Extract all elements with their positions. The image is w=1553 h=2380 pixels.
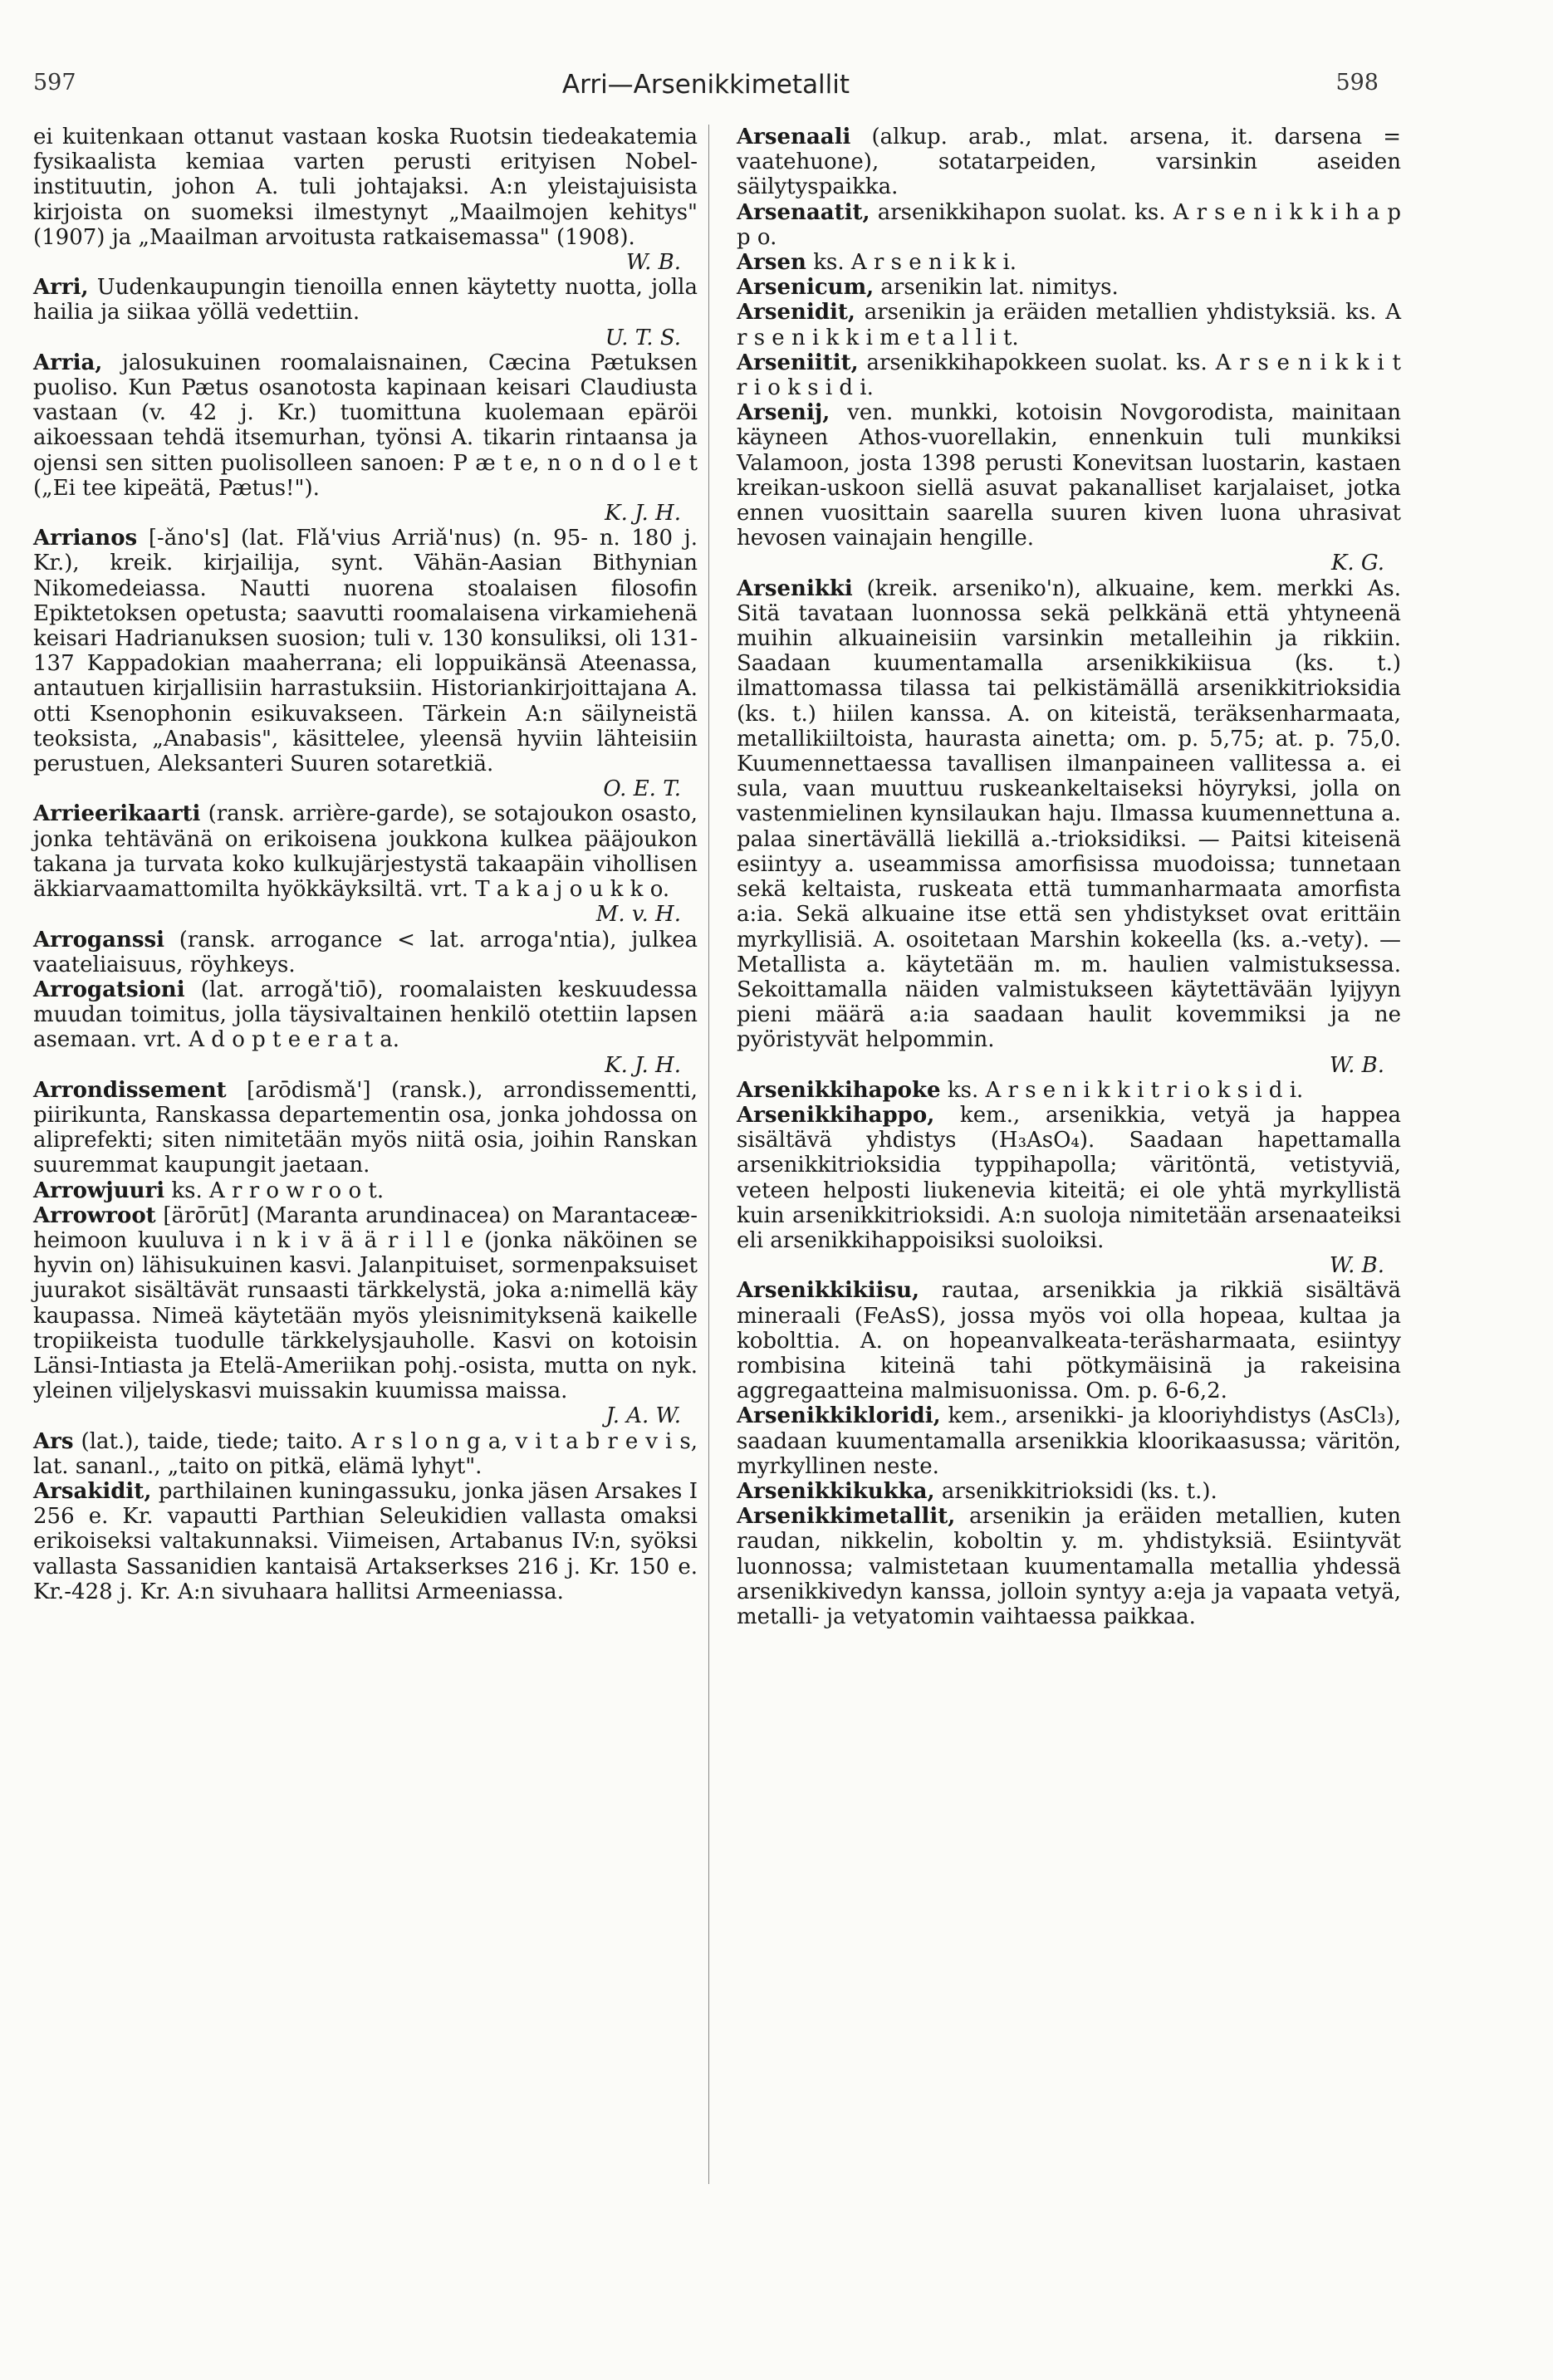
- entry-headword: Arsenaali: [737, 125, 851, 149]
- entry-headword: Ars: [33, 1428, 74, 1454]
- left-column: [33, 125, 698, 1604]
- dictionary-entry: [737, 125, 1401, 200]
- entry-text: (kreik. arseniko'n), alkuaine, kem. merkki As. Sitä tavataan luonnossa sekä pelkkänä että yhtyneenä muihin alkuaineisiin varsinkin metalleihin ja rikkiin. Saadaan kuumentamalla arsenikkikiisua (ks. t.) ilmattomassa tilassa tai pelkistämällä arsenikkitrioksidia (ks. t.) hiilen kanssa. A. on kiteistä, teräksenharmaata, metallikiiltoista, haurasta ainetta; om. p. 5,75; at. p. 75,0. Kuumennettaessa tavallisen ilmanpaineen vallitessa a. ei sula, vaan muuttuu ruskeankeltaiseksi höyryksi, jolla on vastenmielinen kynsilaukan haju. Ilmassa kuumennettuna a. palaa sinertävällä liekillä a.-trioksidiksi. — Paitsi kiteisenä esiintyy a. useammissa amorfisissa muodoissa; tunnetaan sekä keltaista, ruskeata että tummanharmaata amorfista a:ia. Sekä alkuaine itse että sen yhdistykset ovat erittäin myrkyllisiä. A. osoitetaan Marshin kokeella (ks. a.-vety). — Metallista a. käytetään m. m. haulien valmistuksessa. Sekoittamalla näiden valmistukseen käytettävään lyijyyn pieni määrä a:ia saadaan haulit kovemmiksi ja ne pyöristyvät helpommin.: [737, 575, 1401, 1053]
- author-signature: K. J. H.: [605, 1052, 681, 1078]
- dictionary-entry: [33, 928, 698, 977]
- entry-headword: Arsenikkihappo,: [737, 1102, 935, 1128]
- author-signature: J. A. W.: [605, 1403, 681, 1429]
- entry-text: arsenikin ja eräiden metallien yhdistyksiä. ks. A r s e n i k k i m e t a l l i t.: [737, 300, 1401, 350]
- entry-headword: Arsenaatit,: [737, 199, 870, 225]
- dictionary-entry: [33, 526, 698, 801]
- right-column: [737, 125, 1401, 1629]
- entry-headword: Arsenicum,: [737, 275, 874, 301]
- entry-text: [-ǎno's] (lat. Flǎ'vius Arriǎ'nus) (n. 95- n. 180 j. Kr.), kreik. kirjailija, synt. Vähän-Aasian Bithynian Nikomedeiassa. Nautti nuorena stoalaisen filosofin Epiktetoksen opetusta; saavutti roomalaisena virkamiehenä keisari Hadrianuksen suosion; tuli v. 130 konsuliksi, oli 131-137 Kappadokian maaherrana; eli loppuikänsä Ateenassa, antautuen kirjallisiin harrastuksiin. Historiankirjoittajana A. otti Ksenophonin esikuvakseen. Tärkein A:n säilyneistä teoksista, „Anabasis", käsittelee, yleensä hyviin lähteisiin perustuen, Aleksanteri Suuren sotaretkiä.: [33, 526, 698, 777]
- author-signature: W. B.: [1329, 1052, 1384, 1078]
- entry-text: parthilainen kuningassuku, jonka jäsen Arsakes I 256 e. Kr. vapautti Parthian Seleukidien vallasta omaksi erikoiseksi valtakunnaksi. Viimeisen, Artabanus IV:n, syöksi vallasta Sassanidien kantaisä Artakserkses 216 j. Kr. 150 e. Kr.-428 j. Kr. A:n sivuhaara hallitsi Armeeniassa.: [33, 1478, 698, 1604]
- entry-headword: Arrowjuuri: [33, 1178, 165, 1203]
- entry-text: Uudenkaupungin tienoilla ennen käytetty nuotta, jolla hailia ja siikaa yöllä vedettiin.: [33, 275, 698, 326]
- entry-headword: Arsenikkikukka,: [737, 1478, 935, 1504]
- entry-text: [arōdismǎ'] (ransk.), arrondissementti, piirikunta, Ranskassa departementin osa, jonka johdossa on aliprefekti; siten nimitetään myös niitä osia, joihin Ranskan suuremmat kaupungit jaetaan.: [33, 1077, 698, 1178]
- entry-headword: Arrogatsioni: [33, 977, 185, 1002]
- dictionary-entry: [737, 576, 1401, 1078]
- entry-text: ks. A r r o w r o o t.: [164, 1178, 385, 1203]
- dictionary-entry: [33, 1203, 698, 1429]
- entry-headword: Arsenikkihapoke: [737, 1077, 941, 1103]
- entry-headword: Arroganssi: [33, 927, 164, 952]
- entry-headword: Arrieerikaarti: [33, 801, 201, 827]
- dictionary-entry: [737, 1103, 1401, 1278]
- dictionary-entry: [737, 1403, 1401, 1479]
- page-number-left: 597: [33, 70, 76, 95]
- entry-headword: Arseniitit,: [737, 350, 859, 375]
- author-signature: K. G.: [1330, 551, 1384, 576]
- entry-headword: Arrowroot: [33, 1202, 156, 1228]
- dictionary-entry: [33, 1078, 698, 1178]
- page-number-right: 598: [1335, 70, 1379, 95]
- dictionary-entry: [737, 1278, 1401, 1403]
- author-signature: W. B.: [625, 250, 681, 276]
- entry-text: ks. A r s e n i k k i t r i o k s i d i.: [940, 1077, 1304, 1103]
- author-signature: K. J. H.: [605, 501, 681, 526]
- dictionary-entry: [33, 125, 698, 275]
- dictionary-entry: [737, 250, 1401, 275]
- entry-headword: Arrondissement: [33, 1077, 227, 1103]
- entry-text: arsenikkihapokkeen suolat. ks. A r s e n i k k i t r i o k s i d i.: [737, 350, 1401, 401]
- dictionary-entry: [33, 1178, 698, 1203]
- running-title: Arri—Arsenikkimetallit: [561, 70, 850, 100]
- entry-text: rautaa, arsenikkia ja rikkiä sisältävä mineraali (FeAsS), jossa myös voi olla hopeaa, kultaa ja kobolttia. A. on hopeanvalkeata-teräsharmaata, esiintyy rombisina kiteinä tahi pötkymäisinä ja rakeisina aggregaatteina malmisuonissa. Om. p. 6-6,2.: [737, 1278, 1401, 1404]
- page-header: [33, 70, 1379, 111]
- dictionary-entry: [737, 400, 1401, 575]
- dictionary-entry: [737, 1078, 1401, 1103]
- dictionary-entry: [737, 1504, 1401, 1629]
- entry-headword: Arsenikkikloridi,: [737, 1403, 941, 1429]
- author-signature: O. E. T.: [603, 776, 681, 802]
- entry-text: ven. munkki, kotoisin Novgorodista, mainitaan käyneen Athos-vuorellakin, ennenkuin tuli munkiksi Valamoon, josta 1398 perusti Konevitsan luostarin, kastaen kreikan-uskoon siellä asuvat pakanalliset karjalaiset, jotka ennen vuosittain saarella suuren kiven luona uhrasivat hevosen vainajain hengille.: [737, 400, 1401, 551]
- dictionary-entry: [737, 350, 1401, 400]
- dictionary-entry: [737, 1479, 1401, 1504]
- entry-headword: Arsenikki: [737, 575, 853, 601]
- author-signature: W. B.: [1329, 1253, 1384, 1279]
- dictionary-entry: [737, 300, 1401, 350]
- author-signature: U. T. S.: [605, 325, 681, 350]
- entry-text: arsenikin lat. nimitys.: [874, 275, 1119, 301]
- dictionary-entry: [33, 1479, 698, 1604]
- entry-headword: Arsakidit,: [33, 1478, 152, 1504]
- entry-text: (ransk. arrogance < lat. arroga'ntia), julkea vaateliaisuus, röyhkeys.: [33, 927, 698, 977]
- dictionary-entry: [33, 275, 698, 350]
- entry-headword: Arsenidit,: [737, 300, 855, 326]
- entry-text: kem., arsenikkia, vetyä ja happea sisältävä yhdistys (H₃AsO₄). Saadaan hapettamalla arsenikkitrioksidia typpihapolla; väritöntä, vetistyviä, veteen helposti liukenevia kiteitä; ei ole yhtä myrkyllistä kuin arsenikkitrioksidi. A:n suoloja nimitetään arsenaateiksi eli arsenikkihappoisiksi suoloiksi.: [737, 1102, 1401, 1253]
- entry-headword: Arsenij,: [737, 400, 830, 426]
- entry-headword: Arria,: [33, 350, 103, 375]
- entry-text: arsenikkitrioksidi (ks. t.).: [934, 1478, 1217, 1504]
- entry-headword: Arsen: [737, 250, 806, 276]
- entry-text: ei kuitenkaan ottanut vastaan koska Ruotsin tiedeakatemia fysikaalista kemiaa varten perusti erityisen Nobel-instituutin, johon A. tuli johtajaksi. A:n yleistajuisista kirjoista on suomeksi ilmestynyt „Maailmojen kehitys" (1907) ja „Maailman arvoitusta ratkaisemassa" (1908).: [33, 125, 698, 250]
- entry-text: (lat.), taide, tiede; taito. A r s l o n g a, v i t a b r e v i s, lat. sananl., „taito on pitkä, elämä lyhyt".: [33, 1428, 698, 1479]
- entry-text: (lat. arrogǎ'tiō), roomalaisten keskuudessa muudan toimitus, jolla täysivaltainen henkilö otettiin lapsen asemaan. vrt. A d o p t e e r a t a.: [33, 977, 698, 1053]
- dictionary-entry: [33, 1429, 698, 1479]
- entry-text: arsenikkihapon suolat. ks. A r s e n i k k i h a p p o.: [737, 199, 1401, 250]
- dictionary-entry: [33, 350, 698, 526]
- entry-headword: Arrianos: [33, 526, 138, 551]
- entry-headword: Arri,: [33, 275, 89, 301]
- entry-text: [ärōrūt] (Maranta arundinacea) on Marantaceæ-heimoon kuuluva i n k i v ä ä r i l l e (jonka näköinen se hyvin on) lähisukuinen kasvi. Jalanpituiset, sormenpaksuiset juurakot sisältävät runsaasti tärkkelystä, joka a:nimellä käy kaupassa. Nimeä käytetään myös yleisnimityksenä kaikelle tropiikeista tuodulle tärkkelysjauholle. Kasvi on kotoisin Länsi-Intiasta ja Etelä-Ameriikan pohj.-osista, mutta on nyk. yleinen viljelyskasvi muissakin kuumissa maissa.: [33, 1202, 698, 1404]
- entry-text: ks. A r s e n i k k i.: [806, 250, 1017, 276]
- entry-text: kem., arsenikki- ja klooriyhdistys (AsCl₃), saadaan kuumentamalla arsenikkia kloorikaasussa; väritön, myrkyllinen neste.: [737, 1403, 1401, 1479]
- column-divider: [708, 125, 709, 2184]
- entry-text: jalosukuinen roomalaisnainen, Cæcina Pætuksen puoliso. Kun Pætus osanotosta kapinaan keisari Claudiusta vastaan (v. 42 j. Kr.) tuomittuna kuolemaan epäröi aikoessaan tehdä itsemurhan, työnsi A. tikarin rintaansa ja ojensi sen sitten puolisolleen sanoen: P æ t e, n o n d o l e t („Ei tee kipeätä, Pætus!").: [33, 350, 698, 501]
- entry-text: arsenikin ja eräiden metallien, kuten raudan, nikkelin, koboltin y. m. yhdistyksiä. Esiintyvät luonnossa; valmistetaan kuumentamalla metallia yhdessä arsenikkivedyn kanssa, jolloin syntyy a:eja ja vapaata vetyä, metalli- ja vetyatomin vaihtaessa paikkaa.: [737, 1504, 1401, 1629]
- entry-text: (alkup. arab., mlat. arsena, it. darsena = vaatehuone), sotatarpeiden, varsinkin aseiden säilytyspaikka.: [737, 125, 1401, 200]
- dictionary-entry: [33, 977, 698, 1078]
- dictionary-entry: [737, 275, 1401, 300]
- entry-headword: Arsenikkikiisu,: [737, 1278, 920, 1304]
- author-signature: M. v. H.: [595, 902, 681, 928]
- dictionary-entry: [737, 200, 1401, 250]
- entry-headword: Arsenikkimetallit,: [737, 1504, 956, 1530]
- entry-text: (ransk. arrière-garde), se sotajoukon osasto, jonka tehtävänä on erikoisena joukkona kulkea pääjoukon takana ja turvata koko kulkujärjestystä takaapäin vihollisen äkkiarvaamattomilta hyökkäyksiltä. vrt. T a k a j o u k k o.: [33, 801, 698, 903]
- dictionary-entry: [33, 801, 698, 927]
